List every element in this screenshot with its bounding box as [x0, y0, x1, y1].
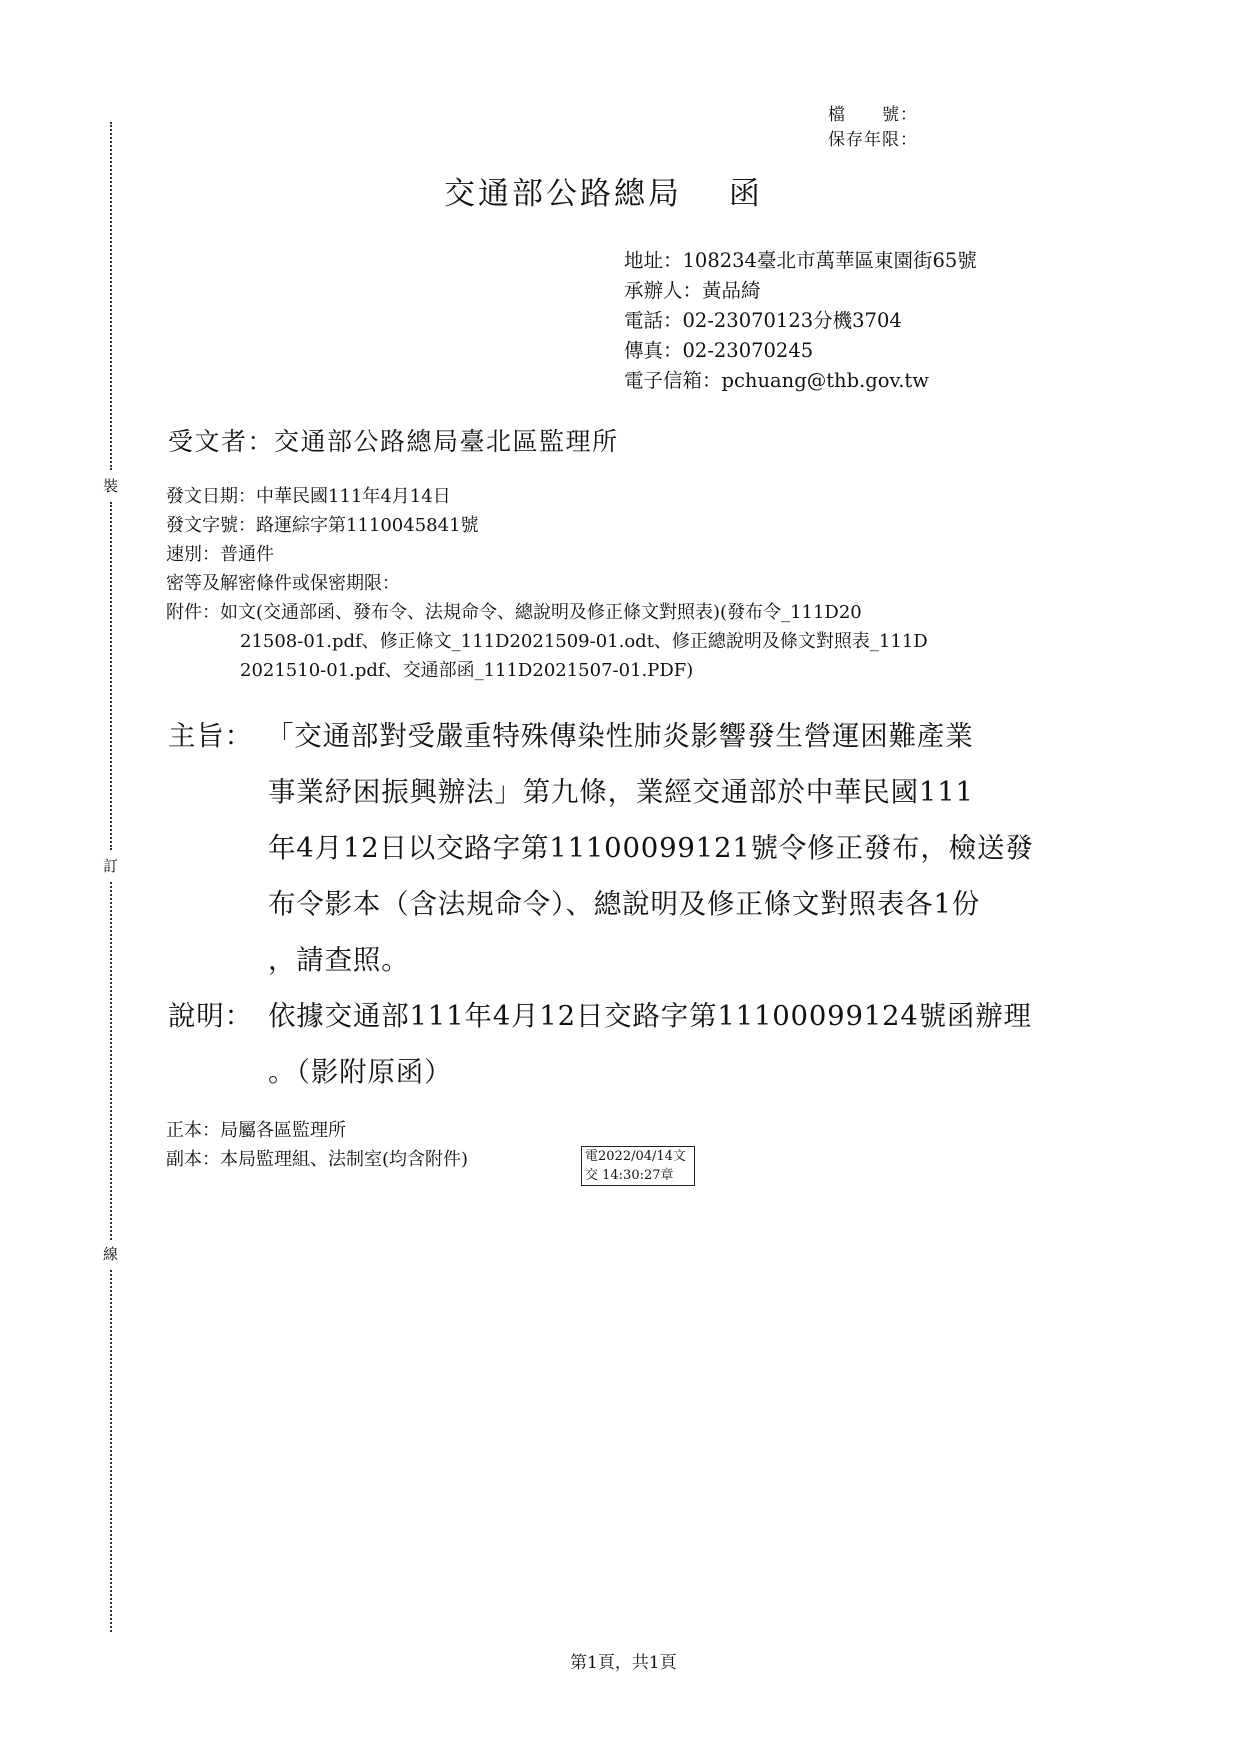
binding-line-lower	[110, 882, 112, 1240]
page-number: 第1頁，共1頁	[570, 1653, 677, 1673]
subject-line: 年4月12日以交路字第11100099121號令修正發布，檢送發	[268, 832, 1034, 864]
stamp-line: 交 14:30:27章	[585, 1168, 674, 1183]
subject-line: 事業紓困振興辦法」第九條，業經交通部於中華民國111	[268, 776, 974, 808]
subject-label: 主旨：	[168, 720, 253, 752]
retention-period-label: 保存年限：	[828, 130, 918, 150]
contact-phone: 電話：02-23070123分機3704	[624, 309, 902, 332]
contact-handler: 承辦人：黃品綺	[624, 279, 761, 302]
subject-line: ，請查照。	[268, 944, 410, 976]
attachment-line: 2021510-01.pdf、交通部函_111D2021507-01.PDF)	[240, 660, 694, 681]
explanation-line: 依據交通部111年4月12日交路字第11100099124號函辦理	[268, 1000, 1032, 1032]
binding-char-zhuang: 裝	[103, 477, 119, 495]
binding-char-xian: 線	[103, 1245, 119, 1263]
binding-line-top	[110, 122, 112, 470]
explanation-line: 。（影附原函）	[268, 1056, 453, 1088]
explanation-body	[268, 988, 1032, 1100]
document-number: 發文字號：路運綜字第1110045841號	[166, 515, 479, 536]
binding-line-middle	[110, 502, 112, 850]
copies-block	[166, 1116, 468, 1174]
exchange-stamp	[581, 1146, 695, 1186]
binding-line-bottom	[110, 1270, 112, 1632]
contact-fax: 傳真：02-23070245	[624, 339, 814, 362]
issue-date: 發文日期：中華民國111年4月14日	[166, 486, 451, 507]
subject-line: 布令影本（含法規命令）、總說明及修正條文對照表各1份	[268, 888, 981, 920]
original-recipient: 正本：局屬各區監理所	[166, 1120, 346, 1141]
contact-email: 電子信箱：pchuang@thb.gov.tw	[624, 369, 929, 392]
recipient: 受文者：交通部公路總局臺北區監理所	[168, 427, 619, 456]
contact-address: 地址：108234臺北市萬華區東園街65號	[624, 249, 977, 272]
security-level: 密等及解密條件或保密期限：	[166, 573, 400, 594]
contact-block	[624, 246, 977, 396]
document-title: 交通部公路總局 函	[444, 176, 763, 212]
file-number-label: 檔 號：	[828, 105, 918, 125]
attachment-line: 附件：如文(交通部函、發布令、法規命令、總說明及修正條文對照表)(發布令_111D20	[166, 602, 862, 623]
issuance-info	[166, 482, 928, 685]
delivery-speed: 速別：普通件	[166, 544, 274, 565]
copy-recipient: 副本：本局監理組、法制室(均含附件)	[166, 1149, 469, 1170]
attachment-line: 21508-01.pdf、修正條文_111D2021509-01.odt、修正總說明及條文對照表_111D	[240, 631, 928, 652]
subject-line: 「交通部對受嚴重特殊傳染性肺炎影響發生營運困難產業	[266, 720, 974, 752]
subject-body	[268, 708, 1034, 988]
binding-char-ding: 訂	[103, 857, 119, 875]
explanation-label: 說明：	[168, 1000, 253, 1032]
stamp-line: 電2022/04/14文	[585, 1149, 686, 1164]
